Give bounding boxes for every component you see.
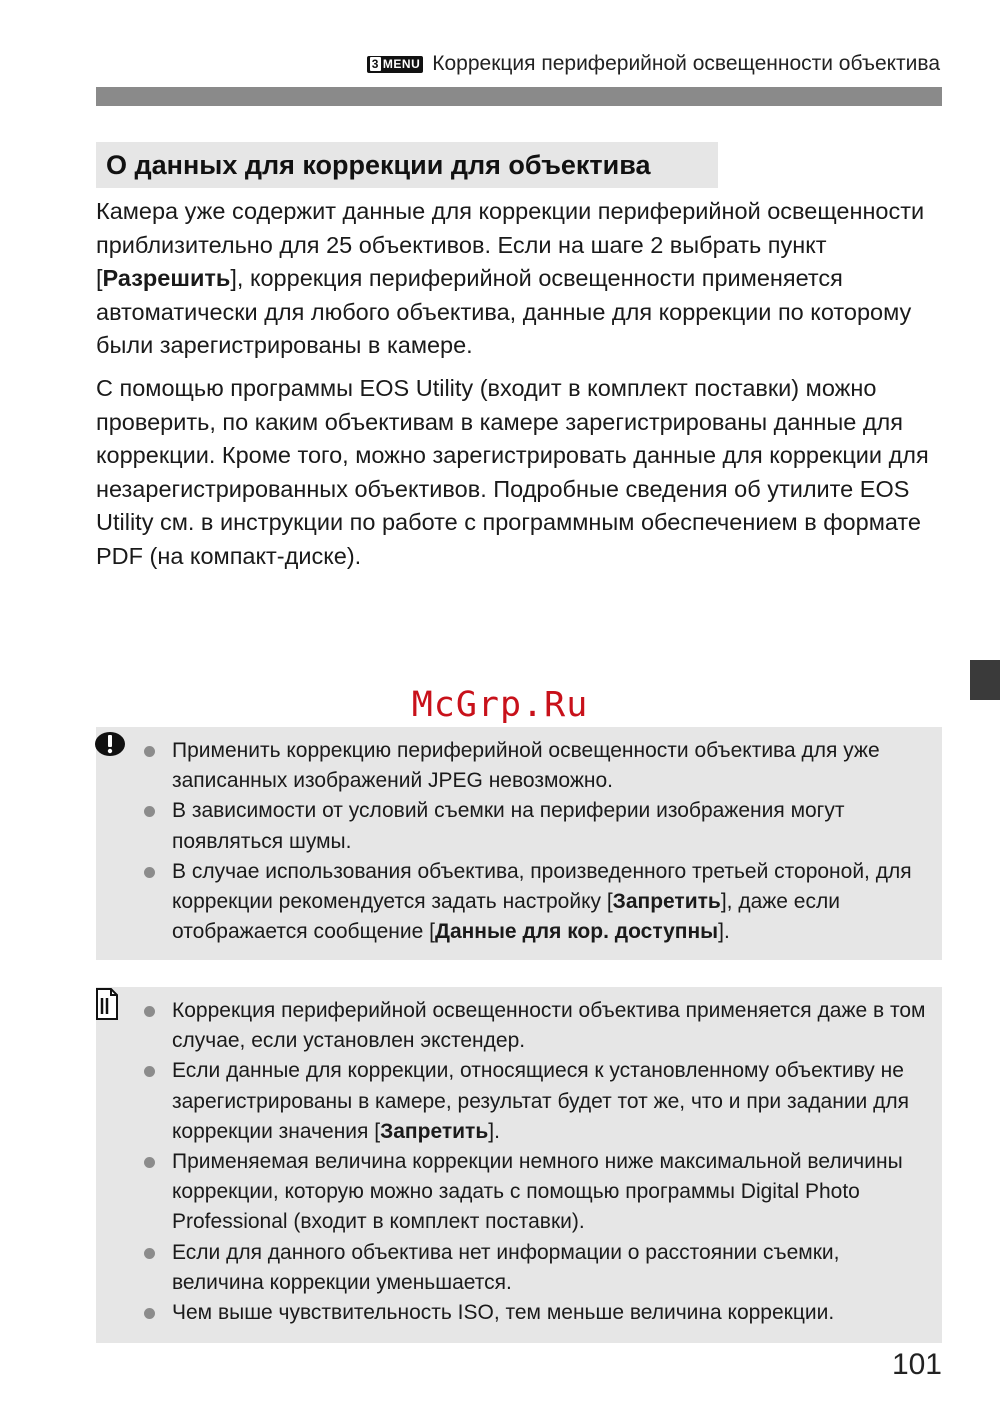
list-item: Коррекция периферийной освещенности объектива применяется даже в том случае, если установлен экстендер. (144, 996, 930, 1056)
header-divider-bar (96, 87, 942, 106)
notes-box (96, 987, 942, 1343)
list-item: Применить коррекцию периферийной освещенности объектива для уже записанных изображений JPEG невозможно. (144, 736, 930, 796)
running-header (367, 52, 940, 76)
list-item: Если данные для коррекции, относящиеся к установленному объективу не зарегистрированы в камере, результат будет тот же, что и при задании для коррекции значения [Запретить]. (144, 1056, 930, 1147)
list-item: Чем выше чувствительность ISO, тем меньше величина коррекции. (144, 1298, 930, 1328)
caution-icon (94, 731, 126, 762)
notes-list (144, 996, 930, 1328)
list-item: В зависимости от условий съемки на периферии изображения могут появляться шумы. (144, 796, 930, 856)
list-item: Применяемая величина коррекции немного ниже максимальной величины коррекции, которую можно задать с помощью программы Digital Photo Professional (входит в комплект поставки). (144, 1147, 930, 1238)
section-title: О данных для коррекции для объектива (96, 142, 718, 188)
list-item: В случае использования объектива, произведенного третьей стороной, для коррекции рекомендуется задать настройку [Запретить], даже если отображается сообщение [Данные для кор. доступны]. (144, 857, 930, 948)
caution-list (144, 736, 930, 947)
paragraph-2: С помощью программы EOS Utility (входит в комплект поставки) можно проверить, по каким объективам в камере зарегистрированы данные для коррекции. Кроме того, можно зарегистрировать данные для коррекции для незарегистрированных объективов. Подробные сведения об утилите EOS Utility см. в инструкции по работе с программным обеспечением в формате PDF (на компакт-диске). (96, 375, 929, 569)
menu-badge-icon: 3 MENU (367, 56, 424, 73)
watermark: McGrp.Ru (411, 685, 589, 725)
list-item: Если для данного объектива нет информации о расстоянии съемки, величина коррекции уменьшается. (144, 1238, 930, 1298)
caution-box (96, 727, 942, 960)
note-icon (94, 987, 120, 1026)
header-title: Коррекция периферийной освещенности объектива (432, 52, 940, 75)
page-number: 101 (891, 1348, 942, 1381)
paragraph-1: Камера уже содержит данные для коррекции периферийной освещенности приблизительно для 25 объективов. Если на шаге 2 выбрать пункт [Разрешить], коррекция периферийной освещенности применяется автоматически для любого объектива, данные для коррекции по которому были зарегистрированы в камере. (96, 198, 925, 358)
